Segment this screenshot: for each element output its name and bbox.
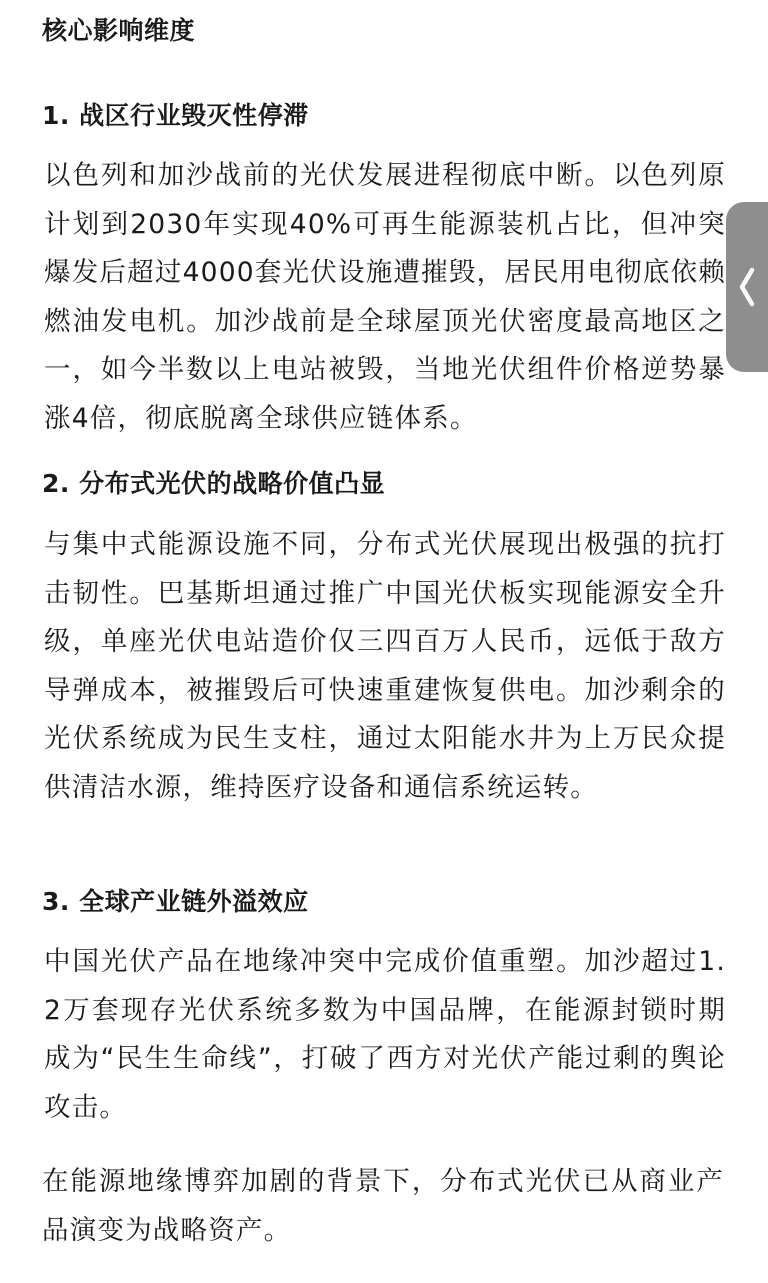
- section-heading-2: 2. 分布式光伏的战略价值凸显: [42, 469, 386, 498]
- section-heading-3: 3. 全球产业链外溢效应: [42, 887, 309, 916]
- page-title: 核心影响维度: [42, 16, 196, 45]
- side-collapse-tab[interactable]: [726, 202, 768, 372]
- chevron-left-icon: [737, 264, 757, 310]
- section-heading-1: 1. 战区行业毁灭性停滞: [42, 101, 309, 130]
- section-body-2: 与集中式能源设施不同，分布式光伏展现出极强的抗打击韧性。巴基斯坦通过推广中国光伏板实现能源安全升级，单座光伏电站造价仅三四百万人民币，远低于敌方导弹成本，被摧毁后可快速重建恢复供电。加沙剩余的光伏系统成为民生支柱，通过太阳能水井为上万民众提供清洁水源，维持医疗设备和通信系统运转。: [44, 529, 726, 803]
- section-body-1: 以色列和加沙战前的光伏发展进程彻底中断。以色列原计划到2030年实现40%可再生能源装机占比，但冲突爆发后超过4000套光伏设施遭摧毁，居民用电彻底依赖燃油发电机。加沙战前是全球屋顶光伏密度最高地区之一，如今半数以上电站被毁，当地光伏组件价格逆势暴涨4倍，彻底脱离全球供应链体系。: [44, 160, 726, 434]
- section-body-3: 中国光伏产品在地缘冲突中完成价值重塑。加沙超过1.2万套现存光伏系统多数为中国品牌，在能源封锁时期成为“民生生命线”，打破了西方对光伏产能过剩的舆论攻击。: [44, 946, 726, 1123]
- conclusion-paragraph: 在能源地缘博弈加剧的背景下，分布式光伏已从商业产品演变为战略资产。: [42, 1166, 724, 1246]
